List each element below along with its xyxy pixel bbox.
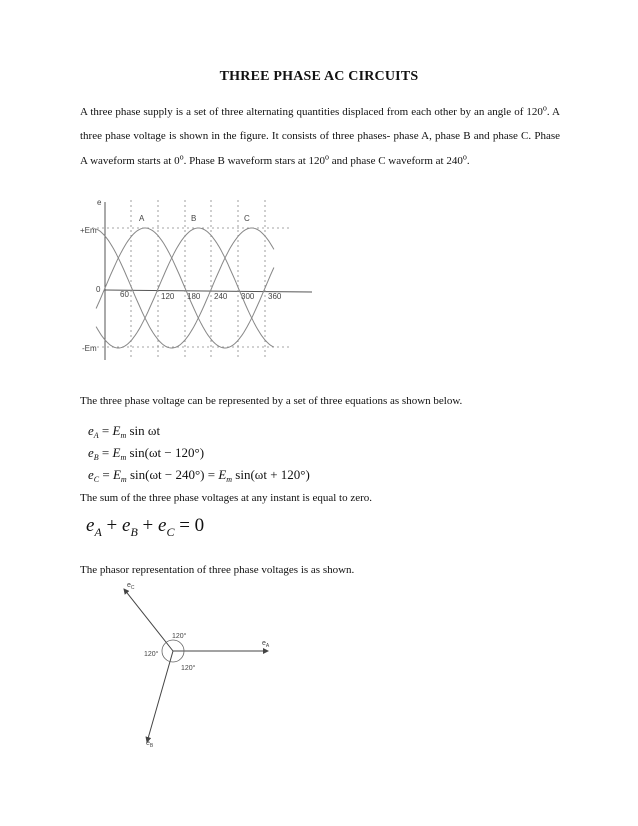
equations-intro: The three phase voltage can be represented by a set of three equations as shown below. bbox=[80, 395, 463, 407]
y-axis-label: e bbox=[97, 198, 102, 207]
angle-label-bottom: 120° bbox=[181, 665, 196, 672]
neg-peak-label: -Em bbox=[82, 344, 97, 353]
phasor-diagram bbox=[110, 575, 290, 755]
phase-label-a: A bbox=[139, 214, 145, 223]
x-tick-label: 240 bbox=[214, 292, 228, 301]
degree-mark: o bbox=[462, 151, 467, 161]
intro-text-3: . Phase B waveform stars at 120 bbox=[183, 154, 326, 167]
phasor-ec-label: $e_C$ bbox=[127, 582, 135, 591]
equation-ec: $e_C = E_m$ $\sin(\omega t - 240^\circ) = E_m$ sin(ωt + 120°) bbox=[88, 467, 310, 484]
pos-peak-label: +Em bbox=[80, 226, 97, 235]
intro-text-4: and phase C waveform at 240 bbox=[329, 154, 463, 167]
angle-label-top: 120° bbox=[172, 633, 187, 640]
intro-paragraph bbox=[80, 100, 560, 173]
intro-text-1: A three phase supply is a set of three alternating quantities displaced from each other by an angle of 120 bbox=[80, 106, 543, 118]
equation-ea: $e_A = E_m$ sin ωt bbox=[88, 423, 161, 440]
degree-mark: o bbox=[542, 103, 547, 113]
degree-mark: o bbox=[325, 151, 330, 161]
phase-label-c: C bbox=[244, 214, 250, 223]
phasor-intro: The phasor representation of three phase voltages is as shown. bbox=[80, 564, 355, 576]
x-tick-label: 60 bbox=[120, 290, 129, 299]
degree-mark: o bbox=[179, 151, 184, 161]
sum-intro: The sum of the three phase voltages at any instant is equal to zero. bbox=[80, 492, 373, 504]
phasor-eb-arrow bbox=[147, 651, 173, 742]
intro-text-2: . A three phase voltage is shown in the figure. It consists of three phases- phase A, phase B and phase C. Phase A waveform starts at 0 bbox=[80, 106, 560, 167]
phasor-eb-label: $e_B$ bbox=[146, 740, 154, 749]
waveform-figure bbox=[78, 190, 318, 360]
phasor-ec-arrow bbox=[124, 589, 173, 651]
page-title: THREE PHASE AC CIRCUITS bbox=[219, 69, 419, 84]
phase-label-b: B bbox=[191, 214, 197, 223]
equation-eb: $e_B = E_m$ sin(ωt − 120°) bbox=[88, 445, 205, 462]
x-tick-label: 360 bbox=[268, 292, 282, 301]
phasor-ea-label: $e_A$ bbox=[262, 640, 270, 649]
x-tick-label: 300 bbox=[241, 292, 255, 301]
x-tick-label: 180 bbox=[187, 292, 201, 301]
intro-text-5: . bbox=[466, 154, 470, 167]
angle-label-left: 120° bbox=[144, 651, 159, 658]
x-tick-label: 120 bbox=[161, 292, 175, 301]
equation-sum: $e_A + e_B + e_C = 0$ bbox=[86, 515, 205, 539]
zero-label: 0 bbox=[96, 285, 101, 294]
